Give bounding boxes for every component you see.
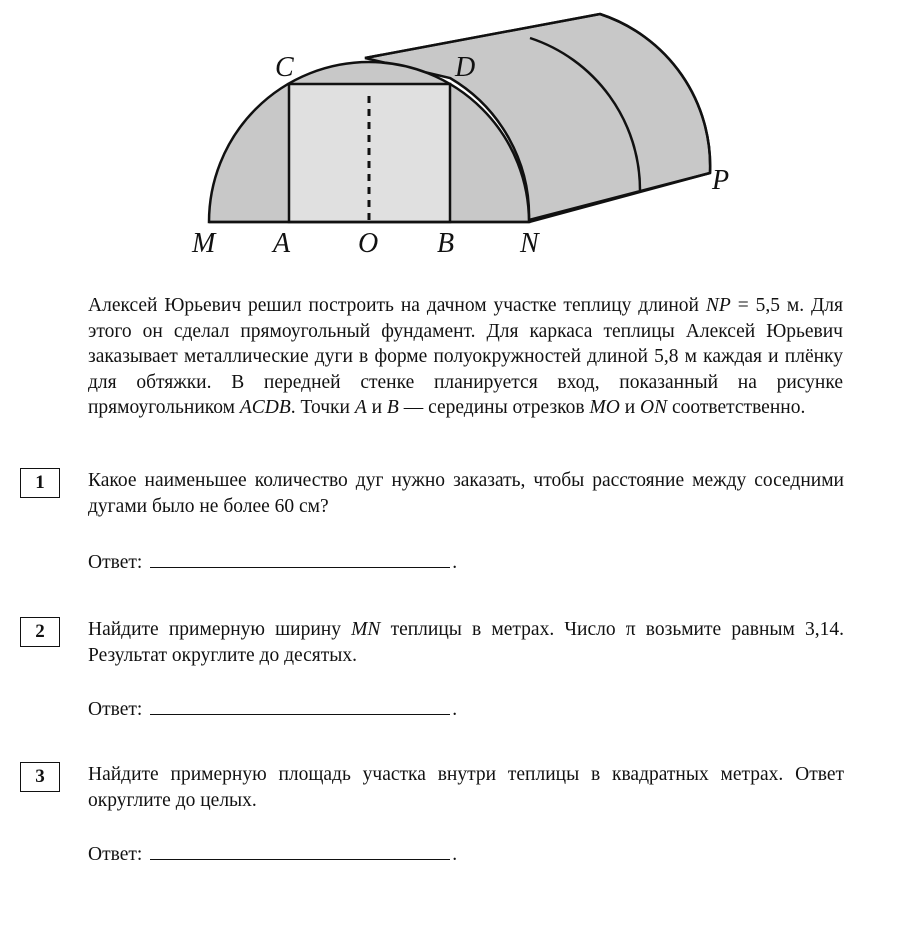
label-a: A: [273, 228, 291, 259]
greenhouse-figure: [0, 0, 918, 270]
label-c: C: [275, 52, 294, 83]
var-on: ON: [640, 397, 668, 418]
label-p: P: [712, 165, 730, 196]
var-a: A: [354, 397, 367, 418]
answer-label: Ответ:: [88, 552, 143, 573]
label-o: O: [358, 228, 379, 259]
task-number-box: 1: [20, 468, 60, 498]
var-b: B: [386, 397, 399, 418]
answer-row: Ответ: .: [88, 844, 458, 865]
answer-row: Ответ: .: [88, 552, 458, 573]
task-question: Какое наименьшее количество дуг нужно заказать, чтобы расстояние между соседними дугами было не более 60 см?: [88, 470, 844, 517]
label-d: D: [455, 52, 476, 83]
label-n: N: [520, 228, 539, 259]
var-mo: MO: [589, 397, 620, 418]
answer-field[interactable]: [150, 858, 450, 860]
task-question: Найдите примерную ширину MN теплицы в метрах. Число π возьмите равным 3,14. Результат округлите до десятых.: [88, 619, 844, 666]
var-mn: MN: [351, 619, 381, 640]
answer-field[interactable]: [150, 713, 450, 715]
problem-statement: Алексей Юрьевич решил построить на дачном участке теплицу длиной NP = 5,5 м. Для этого он сделал прямоугольный фундамент. Для каркаса теплицы Алексей Юрьевич заказывает металлические дуги в форме полуокружностей длиной 5,8 м каждая и плёнку для обтяжки. В передней стенке планируется вход, показанный на рисунке прямоугольником ACDB. Точки A и B — середины отрезков MO и ON соответственно.: [88, 295, 844, 418]
answer-label: Ответ:: [88, 699, 143, 720]
task-number-box: 2: [20, 617, 60, 647]
task-number-box: 3: [20, 762, 60, 792]
task-question: Найдите примерную площадь участка внутри теплицы в квадратных метрах. Ответ округлите до целых.: [88, 764, 844, 811]
var-acdb: ACDB: [239, 397, 291, 418]
label-m: M: [192, 228, 216, 259]
var-np: NP: [705, 295, 731, 316]
answer-field[interactable]: [150, 566, 450, 568]
answer-label: Ответ:: [88, 844, 143, 865]
label-b: B: [437, 228, 455, 259]
answer-row: Ответ: .: [88, 699, 458, 720]
